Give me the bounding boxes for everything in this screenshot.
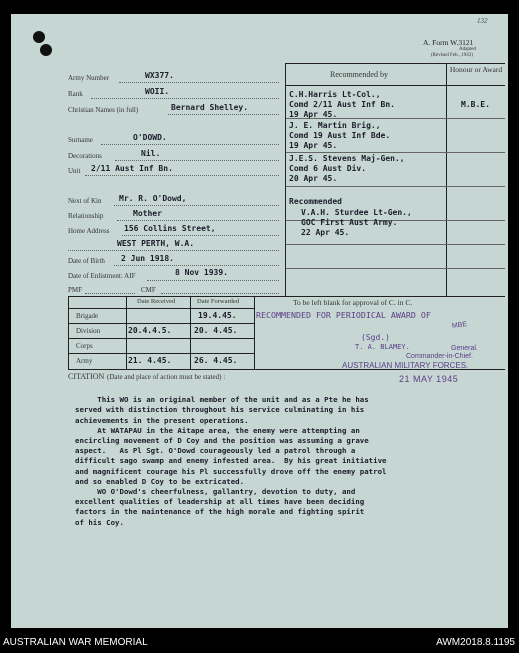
routing-army-forwarded: 26. 4.45. — [194, 356, 238, 365]
cmf-label: CMF — [141, 286, 156, 294]
citation-line: and so enabled D Coy to be extricated. — [75, 476, 245, 486]
punch-hole-top — [33, 31, 45, 43]
recommended-by-header: Recommended by — [330, 70, 388, 79]
citation-label: CITATION — [68, 372, 105, 381]
periodical-award-stamp: RECOMMENDED FOR PERIODICAL AWARD OF — [256, 310, 431, 320]
relationship-label: Relationship — [68, 212, 104, 220]
dob-label: Date of Birth — [68, 257, 105, 265]
cinc-title: Commander-in-Chief. — [406, 353, 473, 360]
form-number: A. Form W.3121 — [423, 38, 474, 47]
award-handwritten: MBE — [451, 320, 468, 331]
decorations-label: Decorations — [68, 152, 102, 160]
sgd-stamp: (Sgd.) — [361, 333, 390, 342]
routing-brigade-label: Brigade — [76, 312, 99, 320]
dob-value: 2 Jun 1918. — [121, 254, 174, 263]
date-received-header: Date Received — [137, 298, 176, 305]
cinc-note: To be left blank for approval of C. in C. — [293, 298, 413, 307]
army-number-label: Army Number — [68, 74, 110, 82]
footer-accession: AWM2018.8.1195 — [436, 637, 515, 648]
citation-line: factors in the maintenance of the high morale and fighting spirit — [75, 507, 365, 517]
rec-1-date: 19 Apr 45. — [289, 110, 338, 119]
rec-4-name: V.A.H. Sturdee Lt-Gen., — [301, 208, 412, 217]
rec-4-comd: GOC First Aust Army. — [301, 218, 398, 227]
christian-names-value: Bernard Shelley. — [171, 103, 249, 112]
home-address-line1: 156 Collins Street, — [124, 224, 216, 233]
citation-text — [75, 385, 386, 548]
routing-army-received: 21. 4.45. — [128, 356, 172, 365]
rec-3-comd: Comd 6 Aust Div. — [289, 164, 367, 173]
rule-recommended-header — [285, 85, 505, 86]
routing-army-label: Army — [76, 357, 93, 365]
routing-brigade-forwarded: 19.4.45. — [198, 311, 237, 320]
routing-division-received: 20.4.4.5. — [128, 326, 172, 335]
unit-value: 2/11 Aust Inf Bn. — [91, 164, 173, 173]
honour-award-header: Honour or Award — [449, 65, 503, 74]
citation-line: WO O'Dowd's cheerfulness, gallantry, devotion to duty, and — [75, 487, 356, 497]
relationship-value: Mother — [133, 209, 162, 218]
routing-division-label: Division — [76, 327, 101, 335]
home-address-label: Home Address — [68, 227, 110, 235]
next-of-kin-label: Next of Kin — [68, 197, 102, 205]
rec-2-name: J. E. Martin Brig., — [289, 121, 381, 130]
rec-cell-6 — [286, 244, 505, 269]
rule-routing-left — [68, 296, 69, 369]
revised-note: (Revised Feb., 1943) — [431, 53, 473, 58]
page-number: 132 — [477, 17, 488, 25]
rule-right-top — [285, 63, 505, 64]
home-address-line2: WEST PERTH, W.A. — [117, 239, 195, 248]
form-sheet — [11, 14, 508, 628]
rec-2-comd: Comd 19 Aust Inf Bde. — [289, 131, 391, 140]
surname-label: Surname — [68, 136, 93, 144]
adapted-note: Adapted — [459, 47, 476, 52]
rule-routing-top — [68, 296, 505, 297]
enlistment-value: 8 Nov 1939. — [175, 268, 228, 277]
rec-1-name: C.H.Harris Lt-Col., — [289, 90, 381, 99]
enlistment-label: Date of Enlistment: AIF — [68, 272, 136, 280]
citation-line: difficult sago swamp and enemy infested area. By his great initiative — [75, 456, 387, 466]
rec-3-name: J.E.S. Stevens Maj-Gen., — [289, 154, 405, 163]
citation-note: (Date and place of action must be stated) : — [107, 373, 226, 381]
unit-label: Unit — [68, 167, 81, 175]
routing-corps-label: Corps — [76, 342, 93, 350]
rec-4-recommended: Recommended — [289, 197, 342, 206]
approval-date-stamp: 21 MAY 1945 — [399, 374, 459, 384]
cinc-rank: General. — [451, 345, 478, 352]
rec-3-date: 20 Apr 45. — [289, 174, 338, 183]
rank-value: WOII. — [145, 87, 170, 96]
next-of-kin-value: Mr. R. O'Dowd, — [119, 194, 187, 203]
christian-names-label: Christian Names (in full) — [68, 106, 139, 114]
citation-line: encircling movement of D Coy and the position was assuming a grave — [75, 436, 369, 446]
cinc-force: AUSTRALIAN MILITARY FORCES. — [342, 361, 469, 370]
decorations-value: Nil. — [141, 149, 161, 158]
punch-hole-bottom — [40, 44, 52, 56]
citation-line: aspect. As Pl Sgt. O'Dowd courageously led a patrol through a — [75, 446, 356, 456]
routing-division-forwarded: 20. 4.45. — [194, 326, 238, 335]
rec-1-comd: Comd 2/11 Aust Inf Bn. — [289, 100, 395, 109]
citation-line: served with distinction throughout his service culminating in his — [75, 405, 365, 415]
citation-line: At WATAPAU in the Aitape area, the enemy were attempting an — [75, 425, 360, 435]
citation-line: and magnificent courage his Pl successfully drove off the enemy patrol — [75, 466, 387, 476]
cinc-name: T. A. BLAMEY. — [355, 343, 410, 351]
footer-institution: AUSTRALIAN WAR MEMORIAL — [3, 637, 148, 648]
citation-line: This WO is an original member of the unit and as a Pte he has — [75, 395, 369, 405]
rank-label: Rank — [68, 90, 83, 98]
citation-line: achievements in the present operations. — [75, 415, 249, 425]
citation-line: excellent qualities of leadership at all times have been deciding — [75, 497, 365, 507]
date-forwarded-header: Date Forwarded — [197, 298, 240, 305]
honour-value: M.B.E. — [461, 100, 490, 109]
surname-value: O'DOWD. — [133, 133, 167, 142]
army-number-value: WX377. — [145, 71, 174, 80]
citation-line: of his Coy. — [75, 517, 124, 527]
rec-2-date: 19 Apr 45. — [289, 141, 338, 150]
rec-4-date: 22 Apr 45. — [301, 228, 350, 237]
rule-routing-right — [254, 296, 255, 369]
pmf-label: PMF — [68, 286, 83, 294]
